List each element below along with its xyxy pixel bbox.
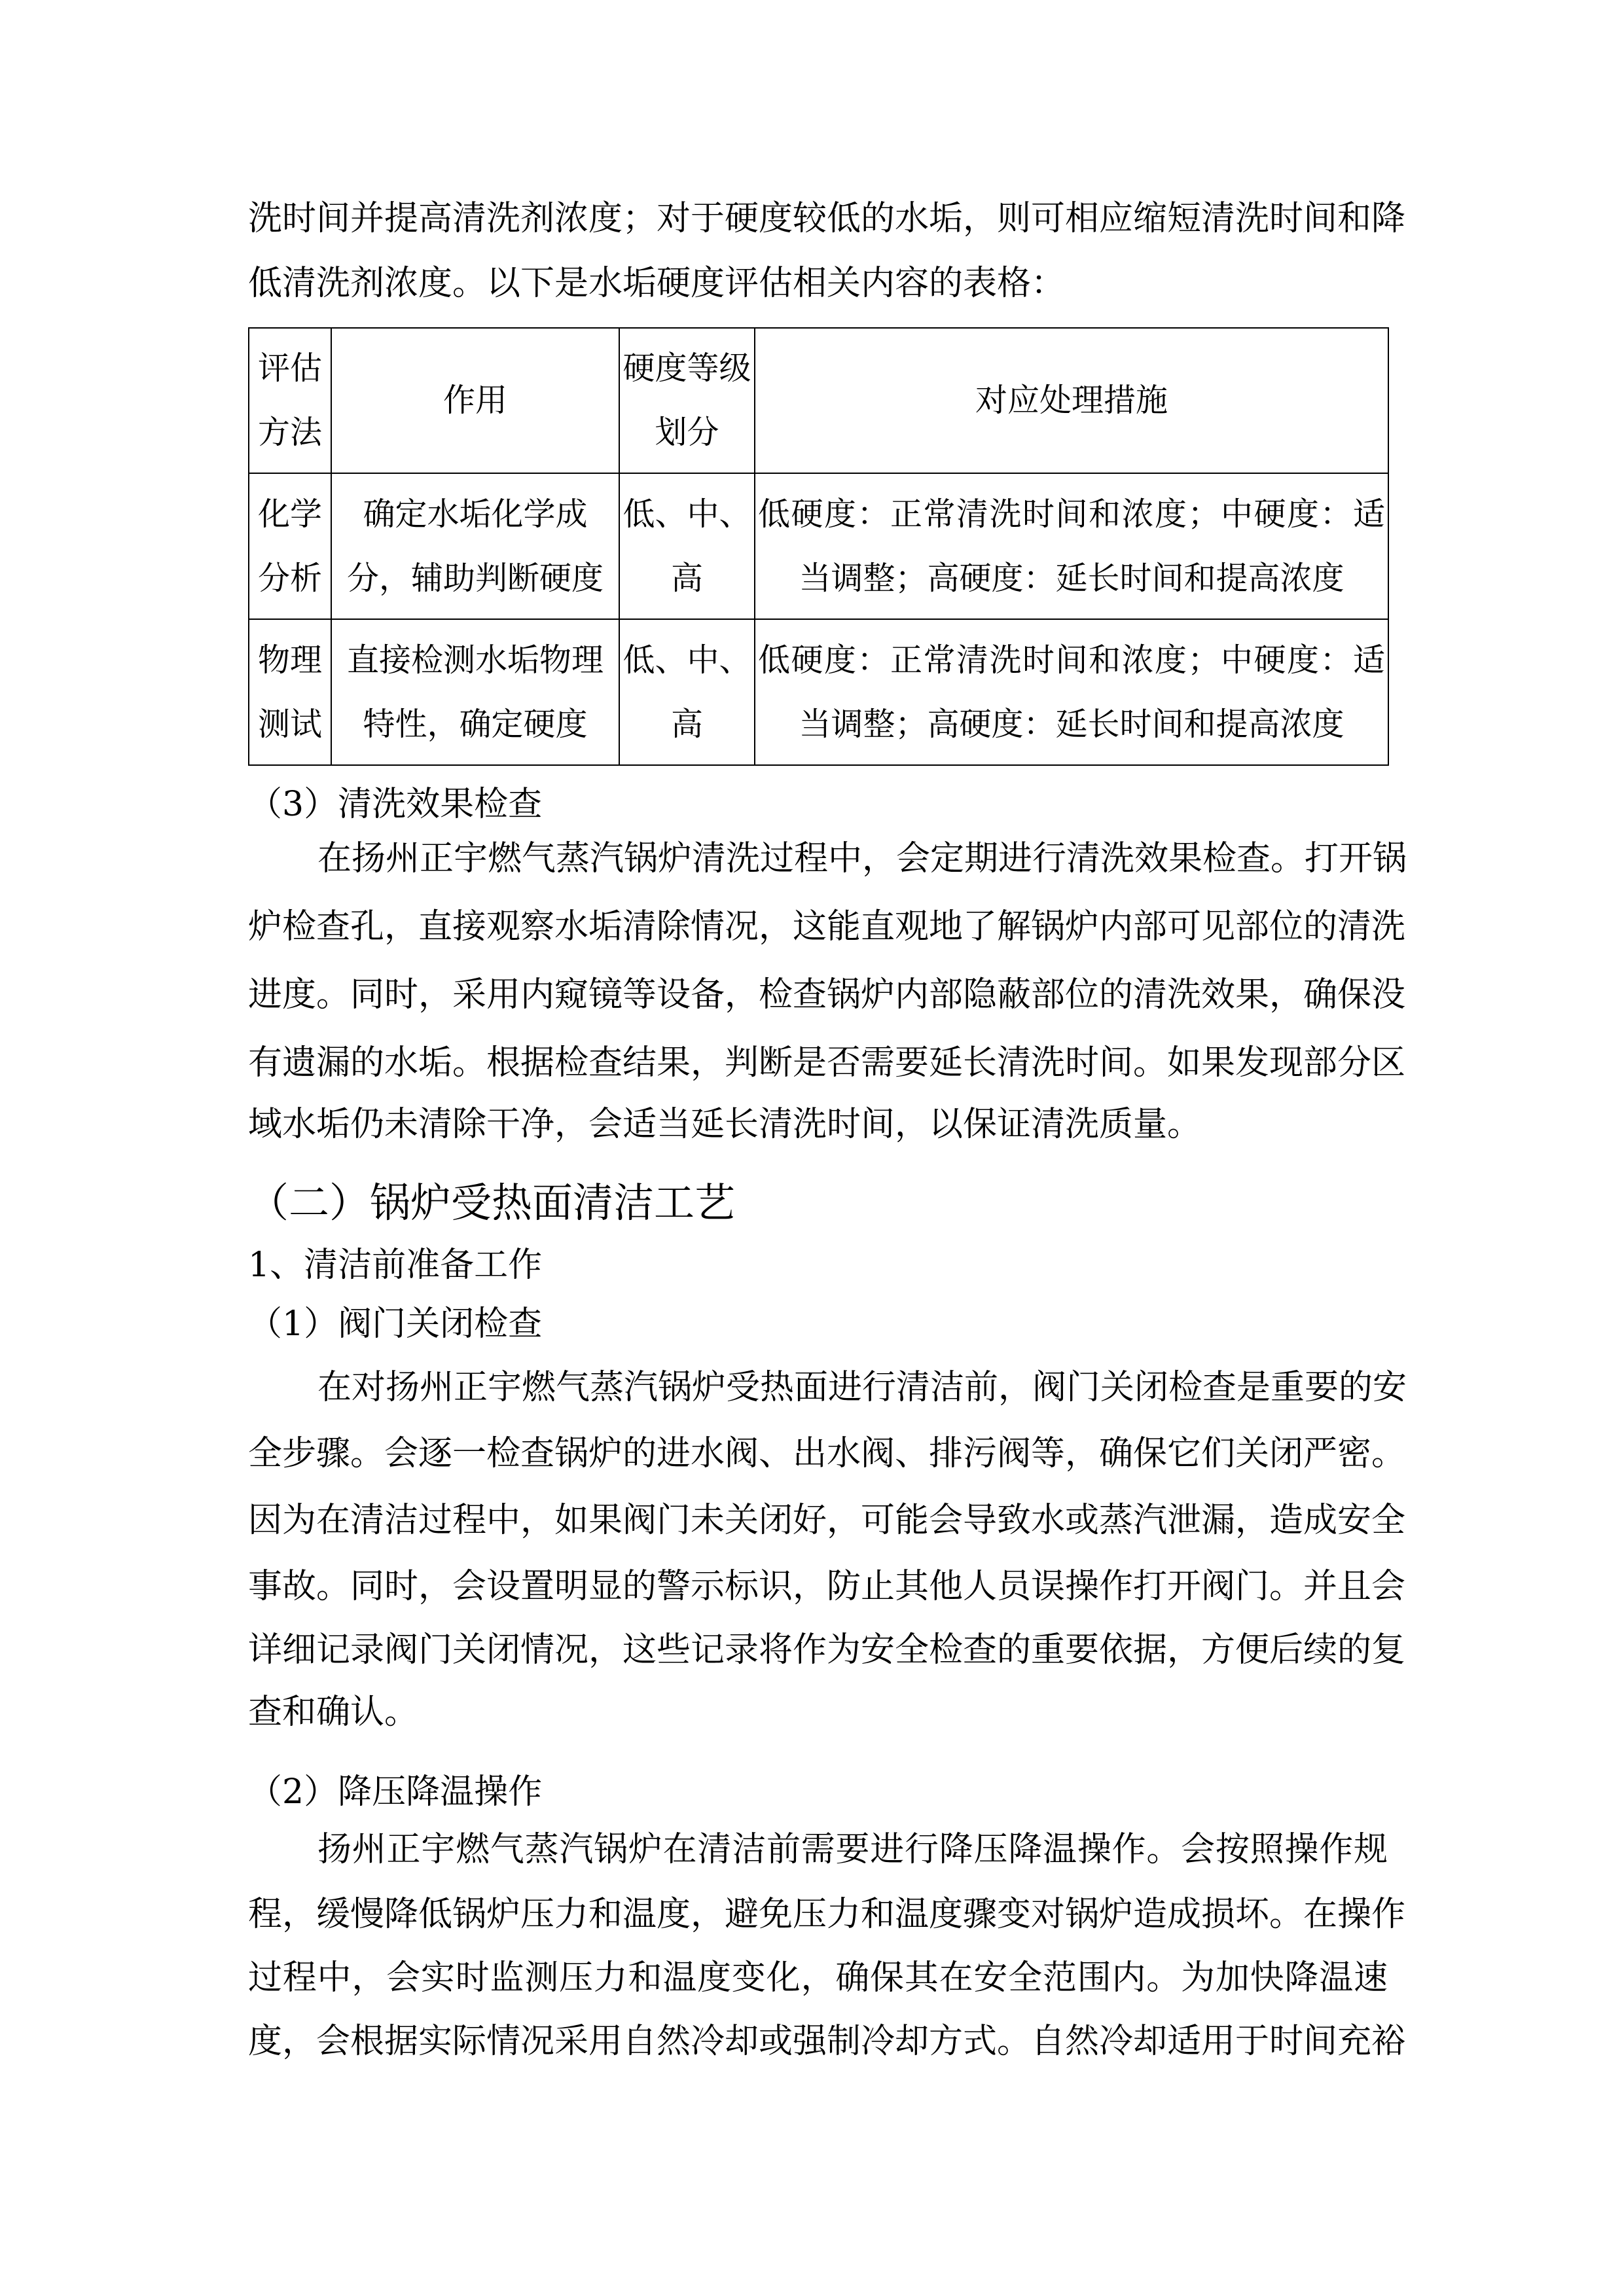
paragraph-line: 扬州正宇燃气蒸汽锅炉在清洁前需要进行降压降温操作。会按照操作规 [317,1830,1388,1869]
table-cell: 确定水垢化学成 分，辅助判断硬度 [331,473,619,619]
header-cell: 对应处理措施 [755,328,1388,473]
table-cell: 物理 测试 [249,619,331,765]
paragraph-line: 详细记录阀门关闭情况，这些记录将作为安全检查的重要依据，方便后续的复 [248,1630,1406,1670]
table-cell: 化学 分析 [249,473,331,619]
table-cell: 低硬度：正常清洗时间和浓度；中硬度：适 当调整；高硬度：延长时间和提高浓度 [755,473,1388,619]
paragraph-line: 程，缓慢降低锅炉压力和温度，避免压力和温度骤变对锅炉造成损坏。在操作 [248,1895,1406,1934]
header-cell: 硬度等级 划分 [619,328,755,473]
table-cell: 低、中、 高 [619,619,755,765]
paragraph-line: 进度。同时，采用内窥镜等设备，检查锅炉内部隐蔽部位的清洗效果，确保没 [248,975,1406,1014]
paragraph-line: 度，会根据实际情况采用自然冷却或强制冷却方式。自然冷却适用于时间充裕 [248,2022,1406,2061]
intro-line: 低清洗剂浓度。以下是水垢硬度评估相关内容的表格： [248,264,1066,303]
paragraph-line: 域水垢仍未清除干净，会适当延长清洗时间，以保证清洗质量。 [248,1105,1202,1144]
p2-heading: （2）降压降温操作 [248,1772,543,1812]
header-cell: 作用 [331,328,619,473]
table-cell: 低、中、 高 [619,473,755,619]
scale-hardness-table [248,327,1389,766]
p1-heading: （1）阀门关闭检查 [248,1304,543,1344]
sec3-heading: （3）清洗效果检查 [248,785,543,824]
paragraph-line: 过程中，会实时监测压力和温度变化，确保其在安全范围内。为加快降温速 [248,1958,1388,1998]
table-row [249,473,1388,619]
table-cell: 直接检测水垢物理 特性，确定硬度 [331,619,619,765]
section-heading: （二）锅炉受热面清洁工艺 [248,1179,736,1227]
subsection-heading: 1、清洁前准备工作 [248,1246,543,1285]
paragraph-line: 因为在清洁过程中，如果阀门未关闭好，可能会导致水或蒸汽泄漏，造成安全 [248,1501,1406,1540]
paragraph-line: 在扬州正宇燃气蒸汽锅炉清洗过程中，会定期进行清洗效果检查。打开锅 [317,839,1407,878]
intro-line: 洗时间并提高清洗剂浓度；对于硬度较低的水垢，则可相应缩短清洗时间和降 [248,199,1406,238]
table-row [249,619,1388,765]
paragraph-line: 事故。同时，会设置明显的警示标识，防止其他人员误操作打开阀门。并且会 [248,1567,1406,1606]
paragraph-line: 炉检查孔，直接观察水垢清除情况，这能直观地了解锅炉内部可见部位的清洗 [248,907,1406,946]
paragraph-line: 在对扬州正宇燃气蒸汽锅炉受热面进行清洁前，阀门关闭检查是重要的安 [317,1368,1407,1407]
paragraph-line: 有遗漏的水垢。根据检查结果，判断是否需要延长清洗时间。如果发现部分区 [248,1043,1406,1083]
paragraph-line: 全步骤。会逐一检查锅炉的进水阀、出水阀、排污阀等，确保它们关闭严密。 [248,1434,1406,1473]
header-cell: 评估 方法 [249,328,331,473]
table-header-row [249,328,1388,473]
table-cell: 低硬度：正常清洗时间和浓度；中硬度：适 当调整；高硬度：延长时间和提高浓度 [755,619,1388,765]
paragraph-line: 查和确认。 [248,1693,419,1732]
